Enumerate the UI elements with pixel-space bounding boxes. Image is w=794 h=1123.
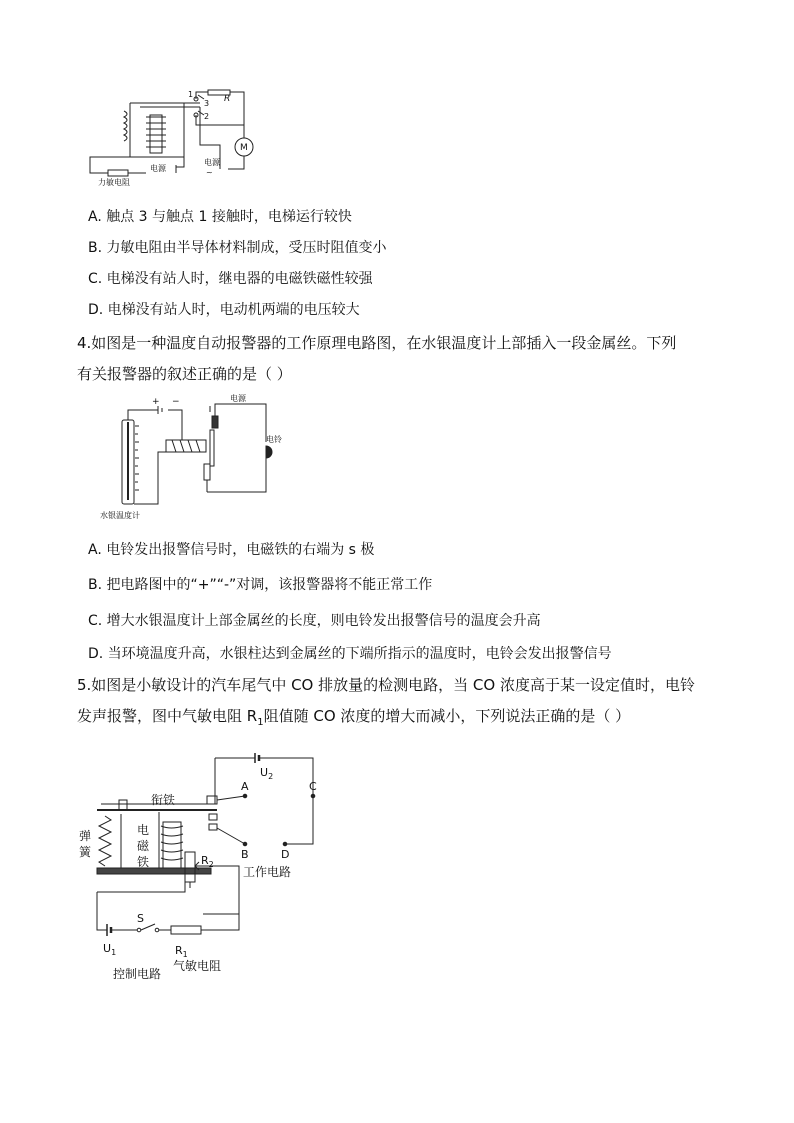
q4-label-plus: + <box>152 397 160 407</box>
q3-label-r: R <box>224 94 231 104</box>
q5-label-r1: $R_1$ <box>175 944 188 959</box>
q5-label-s: S <box>137 912 144 925</box>
q3-relay-circuit-diagram <box>80 85 280 187</box>
q5-label-c: C <box>309 780 317 793</box>
q4-label-power: 电源 <box>230 394 246 403</box>
q4-label-thermometer: 水银温度计 <box>100 511 140 520</box>
q5-label-spring-2: 簧 <box>79 845 92 859</box>
q3-label-1: 1 <box>188 90 194 99</box>
q5-label-d: D <box>281 848 290 861</box>
q5-stem-line-2 <box>77 701 717 732</box>
q5-label-gas-resistor: 气敏电阻 <box>173 959 222 973</box>
q4-label-bell: 电铃 <box>266 435 282 444</box>
q3-label-force-resistor: 力敏电阻 <box>98 178 130 187</box>
q5-label-a: A <box>241 780 249 793</box>
q4-option-b: B. 把电路图中的“+”“-”对调，该报警器将不能正常工作 <box>88 577 433 593</box>
q4-option-c: C. 增大水银温度计上部金属丝的长度，则电铃发出报警信号的温度会升高 <box>88 613 541 629</box>
q4-option-d: D. 当环境温度升高，水银柱达到金属丝的下端所指示的温度时，电铃会发出报警信号 <box>88 646 612 662</box>
q4-temperature-alarm-diagram <box>98 392 284 524</box>
q3-option-b: B. 力敏电阻由半导体材料制成，受压时阻值变小 <box>88 240 387 256</box>
q5-label-u1: $U_1$ <box>103 942 117 957</box>
q5-label-em-2: 磁 <box>137 839 150 853</box>
q4-stem-line-1: 4.如图是一种温度自动报警器的工作原理电路图，在水银温度计上部插入一段金属丝。下列 <box>77 334 677 352</box>
q3-label-3: 3 <box>204 99 210 108</box>
q4-option-a: A. 电铃发出报警信号时，电磁铁的右端为 s 极 <box>88 542 375 558</box>
q3-option-d: D. 电梯没有站人时，电动机两端的电压较大 <box>88 302 360 318</box>
q3-label-power-right: 电源 <box>204 158 220 167</box>
q5-label-control-circuit: 控制电路 <box>113 967 162 980</box>
q5-stem-line-2-b: 阻值随 CO 浓度的增大而减小，下列说法正确的是（ ） <box>263 707 631 725</box>
q5-stem <box>77 670 717 732</box>
q5-label-u2: $U_2$ <box>260 766 274 781</box>
q3-option-a: A. 触点 3 与触点 1 接触时，电梯运行较快 <box>88 209 352 225</box>
q5-stem-r1-sub: 1 <box>257 717 264 728</box>
q3-label-2: 2 <box>204 112 210 121</box>
q5-label-em-3: 铁 <box>137 855 150 869</box>
q5-label-work-circuit: 工作电路 <box>243 865 292 879</box>
q5-label-b: B <box>241 848 249 861</box>
q3-option-c: C. 电梯没有站人时，继电器的电磁铁磁性较强 <box>88 271 373 287</box>
q5-stem-line-1: 5.如图是小敏设计的汽车尾气中 CO 排放量的检测电路，当 CO 浓度高于某一设定值时，电铃 <box>77 676 695 694</box>
q4-stem <box>77 328 717 390</box>
q5-label-spring-1: 弹 <box>79 829 92 843</box>
q5-label-armature: 衔铁 <box>151 793 176 807</box>
q3-label-power-ac: ~ <box>206 168 213 177</box>
q5-label-em-1: 电 <box>137 823 150 837</box>
q5-stem-line-2-a: 发声报警，图中气敏电阻 R <box>77 707 258 725</box>
q3-label-m: M <box>240 143 248 153</box>
q4-label-minus: − <box>172 397 180 407</box>
q5-label-r2: $R_2$ <box>201 854 214 869</box>
q3-label-power-left: 电源 <box>150 164 166 173</box>
q4-stem-line-2: 有关报警器的叙述正确的是（ ） <box>77 365 292 383</box>
q5-co-detection-circuit-diagram <box>75 752 335 980</box>
